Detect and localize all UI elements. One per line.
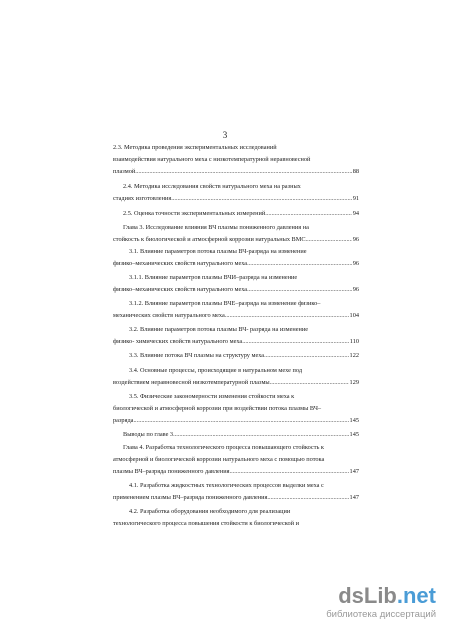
toc-entry-last-line bbox=[113, 236, 359, 244]
toc-line: 2.3. Методика проведения экспериментальных исследований bbox=[113, 144, 277, 151]
leader-dots bbox=[247, 286, 352, 294]
toc-line: физико- химических свойств натурального меха bbox=[113, 338, 243, 345]
toc-line: 3.4. Основные процессы, происходящие в натуральном мехе под bbox=[129, 367, 303, 374]
toc-page-number: 96 bbox=[352, 286, 359, 293]
toc-line: биологической и атмосферной коррозии при воздействии потока плазмы ВЧ– bbox=[113, 405, 322, 412]
toc-line: разряда bbox=[113, 417, 134, 424]
leader-dots bbox=[171, 195, 351, 203]
toc-line: 2.5. Оценка точности экспериментальных измерений bbox=[123, 210, 266, 217]
toc-entry-last-line bbox=[113, 168, 359, 176]
leader-dots bbox=[133, 417, 348, 425]
toc-page-number: 147 bbox=[349, 468, 359, 475]
toc-entry-last-line bbox=[113, 417, 359, 425]
toc-line: физико–механических свойств натурального меха bbox=[113, 260, 248, 267]
toc-page-number: 96 bbox=[352, 236, 359, 243]
toc-page-number: 110 bbox=[349, 338, 359, 345]
toc-page-number: 145 bbox=[349, 417, 359, 424]
leader-dots bbox=[264, 352, 348, 360]
toc-line: атмосферной и биологической коррозии натурального меха с помощью потока bbox=[113, 456, 325, 463]
toc-page-number: 147 bbox=[349, 494, 359, 501]
leader-dots bbox=[230, 468, 349, 476]
toc-page-number: 122 bbox=[349, 352, 359, 359]
toc-entry-last-line bbox=[113, 431, 359, 439]
toc-line: 3.1.1. Влияние параметров плазмы ВЧИ–разряда на изменение bbox=[129, 274, 298, 281]
toc-page-number: 88 bbox=[352, 168, 359, 175]
toc-line: физико–механических свойств натурального меха bbox=[113, 286, 248, 293]
toc-page-number: 129 bbox=[349, 379, 359, 386]
leader-dots bbox=[270, 379, 349, 387]
toc-line: 3.1.2. Влияние параметров плазмы ВЧЕ–разряда на изменение физико– bbox=[129, 300, 321, 307]
toc-line: технологического процесса повышения стойкости к биологической и bbox=[113, 520, 299, 527]
toc-page-number: 94 bbox=[352, 210, 359, 217]
toc-entry-last-line bbox=[113, 286, 359, 294]
toc-entry-last-line bbox=[113, 352, 359, 360]
toc-line: 3.3. Влияние потока ВЧ плазмы на структуру меха bbox=[129, 352, 265, 359]
toc-entry-last-line bbox=[113, 379, 359, 387]
toc-page-number: 145 bbox=[349, 431, 359, 438]
toc-line: 3.5. Физические закономерности изменения стойкости меха к bbox=[129, 393, 295, 400]
toc-entry-last-line bbox=[113, 260, 359, 268]
leader-dots bbox=[267, 494, 348, 502]
toc-line: 2.4. Методика исследования свойств натурального меха на разных bbox=[123, 183, 301, 190]
toc-entry-last-line bbox=[113, 338, 359, 346]
toc-line: применением плазмы ВЧ–разряда пониженного давления bbox=[113, 494, 268, 501]
toc-page-number: 96 bbox=[352, 260, 359, 267]
site-logo bbox=[326, 585, 436, 607]
toc-line: стадиях изготовления bbox=[113, 195, 172, 202]
leader-dots bbox=[247, 260, 352, 268]
leader-dots bbox=[173, 431, 348, 439]
toc-entry-last-line bbox=[113, 210, 359, 218]
leader-dots bbox=[225, 312, 349, 320]
toc-entry-last-line bbox=[113, 312, 359, 320]
site-watermark bbox=[326, 585, 436, 620]
leader-dots bbox=[135, 168, 351, 176]
toc-line: взаимодействия натурального меха с низкотемпературной неравновесной bbox=[113, 156, 311, 163]
toc-line: плазмы ВЧ–разряда пониженного давления bbox=[113, 468, 230, 475]
toc-line: Выводы по главе 3 bbox=[123, 431, 174, 438]
toc-line: 3.1. Влияние параметров потока плазмы ВЧ-разряда на изменение bbox=[129, 248, 307, 255]
toc-entry-last-line bbox=[113, 468, 359, 476]
logo-subtitle: библиотека диссертаций bbox=[326, 609, 436, 620]
toc-entry-last-line bbox=[113, 494, 359, 502]
logo-domain: .net bbox=[396, 583, 436, 608]
leader-dots bbox=[265, 210, 351, 218]
toc-line: плазмой bbox=[113, 168, 136, 175]
toc-line: 4.2. Разработка оборудования необходимого для реализации bbox=[129, 508, 291, 515]
toc-line: воздействием неравновесной низкотемпературной плазмы bbox=[113, 379, 270, 386]
toc-page-number: 104 bbox=[349, 312, 359, 319]
toc-line: 3.2. Влияние параметров потока плазмы ВЧ- разряда на изменение bbox=[129, 326, 309, 333]
toc-page-number: 91 bbox=[352, 195, 359, 202]
toc-line: Глава 4. Разработка технологического процесса повышающего стойкость к bbox=[123, 444, 324, 451]
leader-dots bbox=[242, 338, 349, 346]
toc-line: механических свойств натурального меха bbox=[113, 312, 225, 319]
toc-entry-last-line bbox=[113, 195, 359, 203]
logo-text: dsLib bbox=[338, 583, 397, 608]
toc-line: 4.1. Разработка жидкостных технологических процессов выделки меха с bbox=[129, 482, 324, 489]
toc-line: Глава 3. Исследование влияния ВЧ плазмы пониженного давления на bbox=[123, 224, 309, 231]
leader-dots bbox=[306, 236, 352, 244]
toc-line: стойкость к биологической и атмосферной коррозии натуральных ВМС bbox=[113, 236, 306, 243]
page-number: 3 bbox=[222, 130, 228, 140]
